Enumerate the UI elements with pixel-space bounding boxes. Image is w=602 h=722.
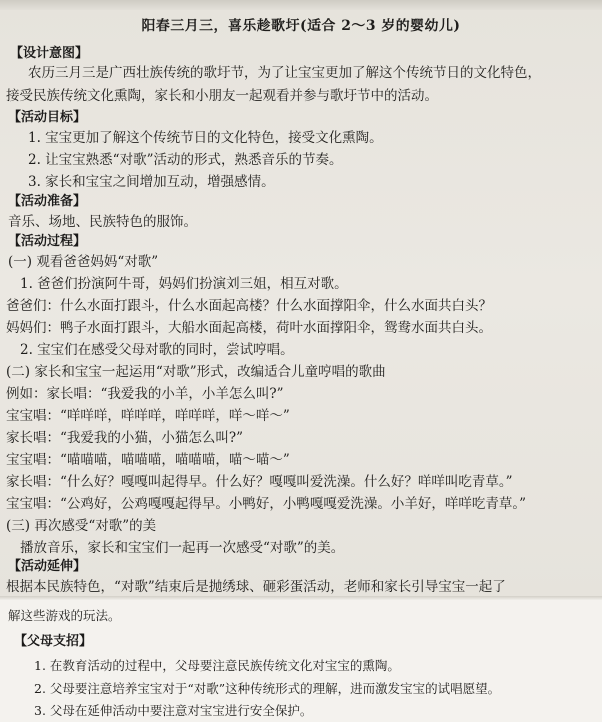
process-line-2: 1. 爸爸们扮演阿牛哥，妈妈们扮演刘三姐，相互对歌。: [20, 276, 348, 292]
goals-heading: 【活动目标】: [8, 110, 87, 125]
process-line-11: 家长唱：“什么好？嘎嘎叫起得早。什么好？嘎嘎叫爱洗澡。什么好？咩咩叫吃青草。”: [6, 474, 513, 490]
process-line-3: 爸爸们：什么水面打跟斗，什么水面起高楼？什么水面撑阳伞，什么水面共白头？: [6, 298, 492, 314]
process-line-4: 妈妈们：鸭子水面打跟斗，大船水面起高楼，荷叶水面撑阳伞，鸳鸯水面共白头。: [6, 320, 492, 336]
process-line-1: (一) 观看爸爸妈妈“对歌”: [8, 254, 159, 270]
goal-item-1: 1. 宝宝更加了解这个传统节日的文化特色，接受文化熏陶。: [28, 130, 383, 146]
extension-heading: 【活动延伸】: [8, 559, 87, 574]
process-line-7: 例如：家长唱：“我爱我的小羊，小羊怎么叫?”: [6, 386, 284, 402]
process-line-5: 2. 宝宝们在感受父母对歌的同时，尝试哼唱。: [20, 342, 294, 358]
extension-text-1: 根据本民族特色，“对歌”结束后是抛绣球、砸彩蛋活动，老师和家长引导宝宝一起了: [6, 579, 506, 595]
extension-text-2: 解这些游戏的玩法。: [8, 608, 121, 623]
process-line-8: 宝宝唱：“咩咩咩，咩咩咩，咩咩咩，咩～咩～”: [6, 408, 290, 424]
prep-heading: 【活动准备】: [8, 194, 87, 209]
process-line-12: 宝宝唱：“公鸡好，公鸡嘎嘎起得早。小鸭好，小鸭嘎嘎爱洗澡。小羊好，咩咩吃青草。”: [6, 496, 527, 512]
design-text-2: 接受民族传统文化熏陶，家长和小朋友一起观看并参与歌圩节中的活动。: [6, 88, 438, 104]
tip-item-2: 2. 父母要注意培养宝宝对于“对歌”这种传统形式的理解，进而激发宝宝的试唱愿望。: [34, 681, 501, 696]
process-line-13: (三) 再次感受“对歌”的美: [6, 518, 157, 534]
page-title: 阳春三月三，喜乐趁歌圩(适合 2～3 岁的婴幼儿): [141, 18, 461, 34]
tips-heading: 【父母支招】: [14, 634, 93, 649]
goal-item-2: 2. 让宝宝熟悉“对歌”活动的形式，熟悉音乐的节奏。: [28, 152, 343, 168]
tip-item-3: 3. 父母在延伸活动中要注意对宝宝进行安全保护。: [34, 703, 313, 718]
process-line-10: 宝宝唱：“喵喵喵，喵喵喵，喵喵喵，喵～喵～”: [6, 452, 290, 468]
top-edge: [0, 0, 602, 10]
design-heading: 【设计意图】: [10, 46, 89, 61]
process-line-14: 播放音乐，家长和宝宝们一起再一次感受“对歌”的美。: [20, 540, 345, 556]
process-line-9: 家长唱：“我爱我的小猫，小猫怎么叫?”: [6, 430, 244, 446]
prep-text: 音乐、场地、民族特色的服饰。: [8, 214, 197, 230]
design-text-1: 农历三月三是广西壮族传统的歌圩节，为了让宝宝更加了解这个传统节日的文化特色，: [28, 65, 541, 81]
tip-item-1: 1. 在教育活动的过程中，父母要注意民族传统文化对宝宝的熏陶。: [34, 658, 400, 673]
goal-item-3: 3. 家长和宝宝之间增加互动，增强感情。: [28, 174, 275, 190]
process-line-6: (二) 家长和宝宝一起运用“对歌”形式，改编适合儿童哼唱的歌曲: [6, 364, 386, 380]
process-heading: 【活动过程】: [8, 234, 87, 249]
